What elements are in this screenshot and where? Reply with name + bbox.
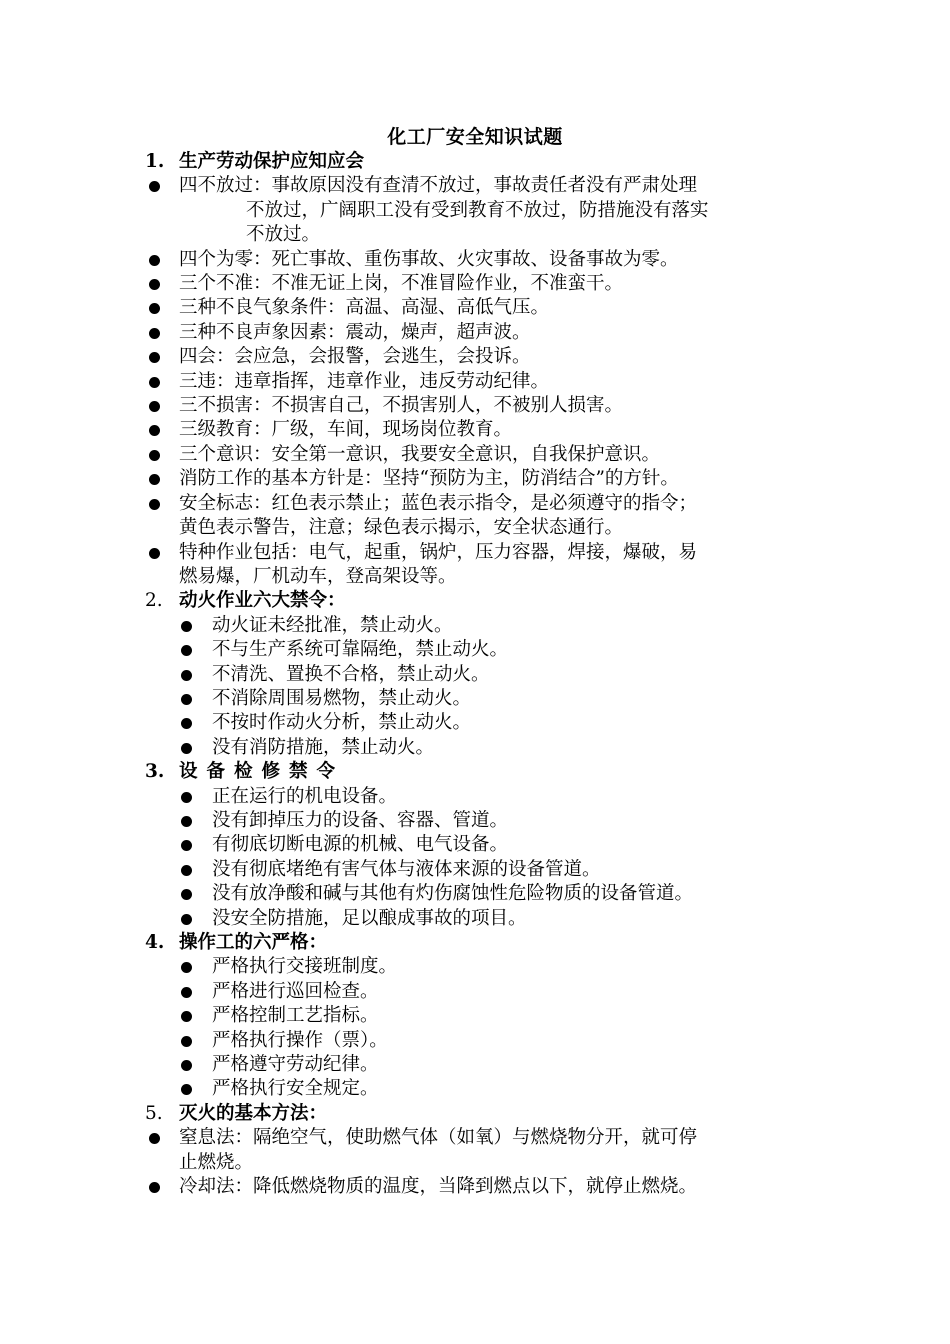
- section-number: 2.: [145, 590, 163, 612]
- bullet-icon: [149, 499, 160, 510]
- section-number: 5.: [145, 1102, 163, 1124]
- section-title: 动火作业六大禁令：: [179, 590, 346, 612]
- list-item: [145, 272, 810, 296]
- list-item: [145, 785, 810, 809]
- list-item-text: 严格进行巡回检查。: [212, 980, 379, 1002]
- bullet-icon: [149, 1133, 160, 1144]
- bullet-icon: [181, 718, 192, 729]
- section-4-heading: [145, 931, 810, 955]
- list-item: [145, 736, 810, 760]
- list-item-text: 不按时作动火分析，禁止动火。: [212, 712, 472, 734]
- list-item-text: 三种不良声象因素：震动，燥声，超声波。: [179, 321, 531, 343]
- section-title: 设备检修禁令: [179, 761, 345, 783]
- bullet-icon: [149, 255, 160, 266]
- list-item: [145, 345, 810, 369]
- list-item-text: 三个意识：安全第一意识，我要安全意识，自我保护意识。: [179, 443, 661, 465]
- list-item: [145, 174, 810, 198]
- list-item-continuation: 黄色表示警告，注意；绿色表示揭示，安全状态通行。: [179, 517, 624, 539]
- bullet-icon: [181, 889, 192, 900]
- bullet-icon: [181, 645, 192, 656]
- bullet-icon: [181, 1011, 192, 1022]
- bullet-icon: [181, 962, 192, 973]
- list-item-text: 严格遵守劳动纪律。: [212, 1054, 379, 1076]
- list-item: [145, 1175, 810, 1199]
- list-item-text: 四会：会应急，会报警，会逃生，会投诉。: [179, 346, 531, 368]
- bullet-icon: [181, 840, 192, 851]
- bullet-icon: [181, 621, 192, 632]
- bullet-icon: [149, 181, 160, 192]
- bullet-icon: [149, 450, 160, 461]
- list-item-text: 冷却法：降低燃烧物质的温度，当降到燃点以下，就停止燃烧。: [179, 1176, 698, 1198]
- list-item-text: 特种作业包括：电气，起重，锅炉，压力容器，焊接，爆破，易: [179, 541, 698, 563]
- section-title: 操作工的六严格：: [179, 932, 328, 953]
- list-item-text: 三不损害：不损害自己，不损害别人，不被别人损害。: [179, 395, 624, 417]
- list-item: [145, 321, 810, 345]
- document-body: [145, 150, 810, 1199]
- list-item: [145, 370, 810, 394]
- list-item-text: 正在运行的机电设备。: [212, 785, 398, 807]
- list-item-text: 严格执行安全规定。: [212, 1078, 379, 1100]
- list-item: [145, 492, 810, 516]
- list-item-text: 四个为零：死亡事故、重伤事故、火灾事故、设备事故为零。: [179, 248, 679, 270]
- list-item: [145, 833, 810, 857]
- list-item: [145, 541, 810, 565]
- list-item-text: 不消除周围易燃物，禁止动火。: [212, 687, 472, 709]
- list-item-text: 不清洗、置换不合格，禁止动火。: [212, 663, 490, 685]
- list-item-text: 没有彻底堵绝有害气体与液体来源的设备管道。: [212, 858, 601, 880]
- bullet-icon: [181, 987, 192, 998]
- list-item: [145, 248, 810, 272]
- bullet-icon: [181, 743, 192, 754]
- list-item: [145, 1126, 810, 1150]
- list-item-text: 三违：违章指挥，违章作业，违反劳动纪律。: [179, 370, 550, 392]
- list-item-text: 三个不准：不准无证上岗，不准冒险作业，不准蛮干。: [179, 273, 624, 295]
- list-item: [145, 687, 810, 711]
- list-item-text: 没有卸掉压力的设备、容器、管道。: [212, 809, 509, 831]
- list-item: [145, 663, 810, 687]
- list-item: [145, 858, 810, 882]
- list-item-continuation: 燃易爆，厂机动车，登高架设等。: [179, 565, 457, 587]
- bullet-icon: [149, 328, 160, 339]
- list-item-text: 没有消防措施，禁止动火。: [212, 736, 435, 758]
- bullet-icon: [181, 1036, 192, 1047]
- list-item: [145, 1004, 810, 1028]
- list-item-continuation: 不放过，广阔职工没有受到教育不放过，防措施没有落实: [246, 199, 709, 221]
- list-item-text: 严格执行操作（票）。: [212, 1029, 388, 1051]
- list-item-text: 严格执行交接班制度。: [212, 956, 398, 978]
- section-2-heading: [145, 589, 810, 613]
- section-3-heading: [145, 760, 810, 784]
- list-item-text: 动火证未经批准，禁止动火。: [212, 614, 453, 636]
- list-item-text: 三种不良气象条件：高温、高湿、高低气压。: [179, 297, 550, 319]
- section-number: 3.: [145, 761, 165, 783]
- list-item-text: 消防工作的基本方针是：坚持“预防为主，防消结合”的方针。: [179, 468, 679, 490]
- section-1-heading: [145, 150, 810, 174]
- bullet-icon: [181, 914, 192, 925]
- list-item: [145, 638, 810, 662]
- bullet-icon: [181, 1084, 192, 1095]
- bullet-icon: [149, 352, 160, 363]
- list-item: [145, 1053, 810, 1077]
- list-item-text: 有彻底切断电源的机械、电气设备。: [212, 834, 509, 856]
- list-item: [145, 1029, 810, 1053]
- list-item-text: 窒息法：隔绝空气，使助燃气体（如氧）与燃烧物分开，就可停: [179, 1127, 698, 1149]
- list-item-text: 四不放过：事故原因没有查清不放过，事故责任者没有严肃处理: [179, 175, 698, 197]
- bullet-icon: [181, 1060, 192, 1071]
- list-item: [145, 980, 810, 1004]
- list-item-text: 没有放净酸和碱与其他有灼伤腐蚀性危险物质的设备管道。: [212, 883, 694, 905]
- list-item: [145, 711, 810, 735]
- section-number: 4.: [145, 932, 165, 953]
- bullet-icon: [149, 548, 160, 559]
- list-item-text: 不与生产系统可靠隔绝，禁止动火。: [212, 639, 509, 661]
- list-item-text: 没安全防措施，足以酿成事故的项目。: [212, 907, 527, 929]
- list-item: [145, 418, 810, 442]
- bullet-icon: [149, 303, 160, 314]
- bullet-icon: [181, 792, 192, 803]
- list-item-continuation: 不放过。: [246, 224, 321, 246]
- document-title: 化工厂安全知识试题: [387, 126, 563, 148]
- bullet-icon: [149, 279, 160, 290]
- bullet-icon: [149, 474, 160, 485]
- section-title: 灭火的基本方法：: [179, 1102, 328, 1124]
- list-item-continuation: 止燃烧。: [179, 1151, 254, 1173]
- bullet-icon: [181, 694, 192, 705]
- list-item-text: 三级教育：厂级，车间，现场岗位教育。: [179, 419, 513, 441]
- section-title: 生产劳动保护应知应会: [179, 151, 365, 172]
- bullet-icon: [181, 670, 192, 681]
- section-number: 1.: [145, 151, 165, 172]
- list-item: [145, 809, 810, 833]
- bullet-icon: [181, 865, 192, 876]
- bullet-icon: [149, 1182, 160, 1193]
- list-item: [145, 1077, 810, 1101]
- list-item: [145, 296, 810, 320]
- bullet-icon: [149, 377, 160, 388]
- list-item: [145, 614, 810, 638]
- bullet-icon: [149, 401, 160, 412]
- list-item: [145, 907, 810, 931]
- list-item-text: 安全标志：红色表示禁止；蓝色表示指令，是必须遵守的指令；: [179, 492, 698, 514]
- list-item: [145, 443, 810, 467]
- list-item-text: 严格控制工艺指标。: [212, 1005, 379, 1027]
- list-item: [145, 955, 810, 979]
- bullet-icon: [149, 425, 160, 436]
- list-item: [145, 882, 810, 906]
- section-5-heading: [145, 1102, 810, 1126]
- bullet-icon: [181, 816, 192, 827]
- list-item: [145, 394, 810, 418]
- list-item: [145, 467, 810, 491]
